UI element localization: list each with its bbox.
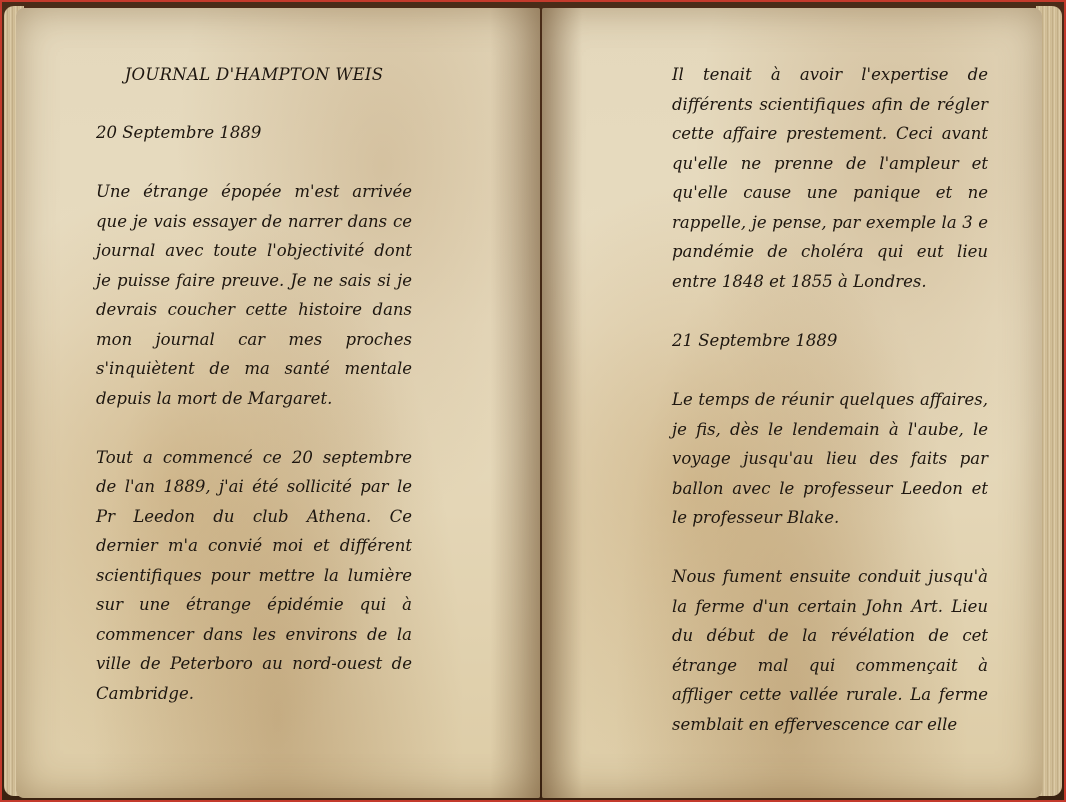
left-page[interactable] — [16, 8, 540, 798]
entry-date-left: 20 Septembre 1889 — [96, 122, 262, 142]
left-paragraph-1: Une étrange épopée m'est arrivée que je vais essayer de narrer dans ce journal avec toute l'objectivité dont je puisse faire preuve. Je ne sais si je devrais coucher cette histoire dans mon journal car mes proches s'inquiètent de ma santé mentale depuis la mort de Margaret. — [96, 182, 412, 408]
open-journal-book — [2, 2, 1064, 800]
left-paragraph-2: Tout a commencé ce 20 septembre de l'an 1889, j'ai été sollicité par le Pr Leedon du club Athena. Ce dernier m'a convié moi et différent scientifiques pour mettre la lumière sur une étrange épidémie qui à commencer dans les environs de la ville de Peterboro au nord-ouest de Cambridge. — [96, 447, 412, 703]
right-paragraph-2: Nous fument ensuite conduit jusqu'à la ferme d'un certain John Art. Lieu du début de la révélation de cet étrange mal qui commençait à affliger cette vallée rurale. La ferme semblait en effervescence car elle — [672, 567, 988, 734]
right-page-text — [672, 60, 988, 739]
right-continuation-paragraph: Il tenait à avoir l'expertise de différents scientifiques afin de régler cette affaire prestement. Ceci avant qu'elle ne prenne de l'ampleur et qu'elle cause une panique et ne rappelle, je pense, par exemple la 3 e pandémie de choléra qui eut lieu entre 1848 et 1855 à Londres. — [672, 65, 988, 291]
left-page-text — [96, 60, 412, 708]
right-paragraph-1: Le temps de réunir quelques affaires, je fis, dès le lendemain à l'aube, le voyage jusqu'au lieu des faits par ballon avec le professeur Leedon et le professeur Blake. — [672, 390, 988, 527]
right-page[interactable] — [542, 8, 1042, 798]
left-page-gutter-shadow — [490, 8, 540, 798]
journal-title: JOURNAL D'HAMPTON WEIS — [124, 65, 384, 84]
entry-date-right: 21 Septembre 1889 — [672, 330, 838, 350]
right-page-gutter-shadow — [542, 8, 582, 798]
